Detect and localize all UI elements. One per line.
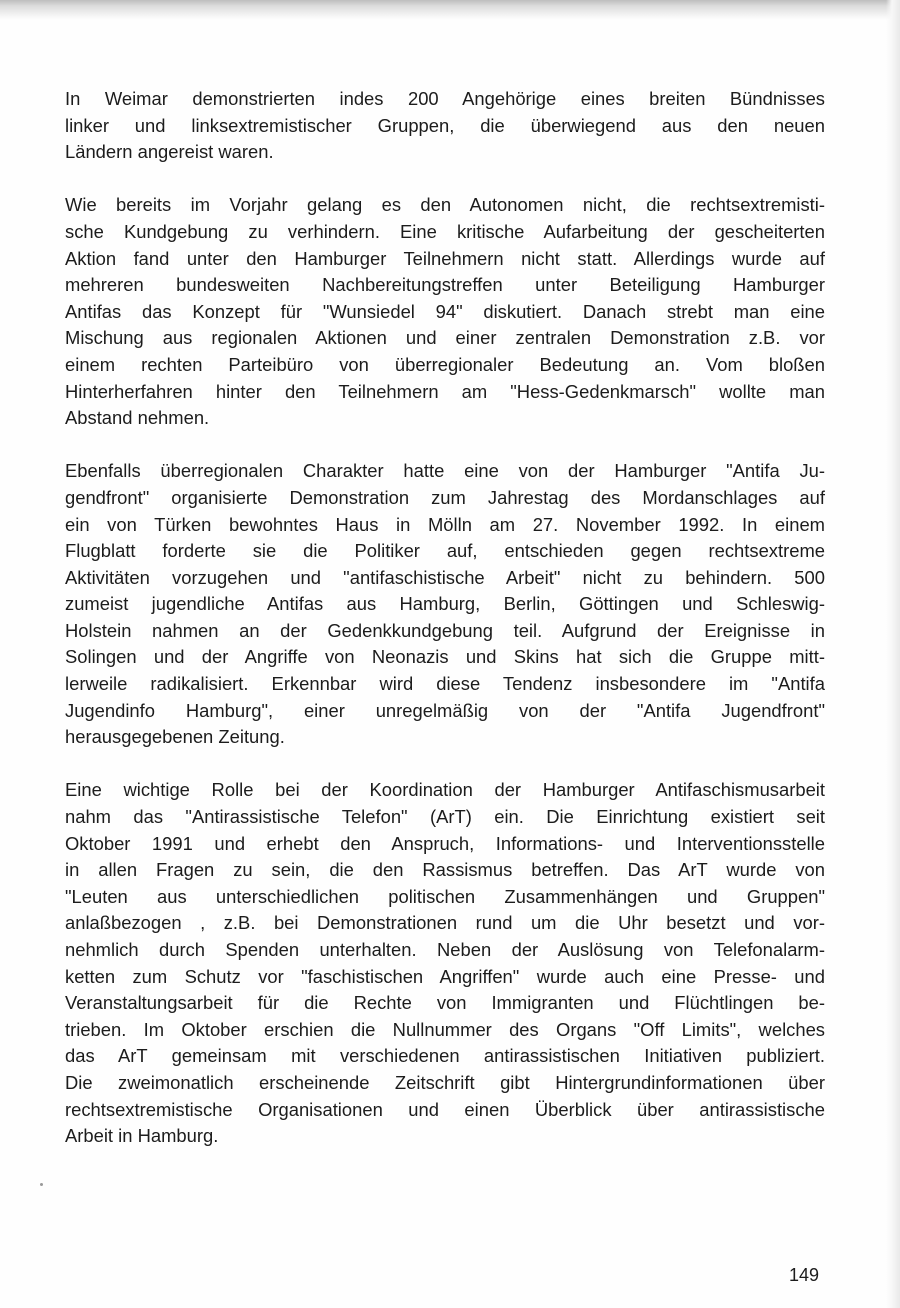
text-line: einem rechten Parteibüro von überregionaler Bedeutung an. Vom bloßen [65, 353, 825, 375]
paragraph-2 [65, 192, 825, 431]
paragraph-1 [65, 86, 825, 166]
text-line: Abstand nehmen. [65, 407, 210, 429]
text-line: Jugendinfo Hamburg", einer unregelmäßig von der "Antifa Jugendfront" [65, 699, 825, 721]
body-text [65, 86, 825, 1176]
text-line: Die zweimonatlich erscheinende Zeitschrift gibt Hintergrundinformationen über [65, 1071, 825, 1093]
scan-speck [40, 1183, 43, 1186]
text-line: Solingen und der Angriffe von Neonazis und Skins hat sich die Gruppe mitt- [65, 646, 825, 668]
text-line: nahm das "Antirassistische Telefon" (ArT) ein. Die Einrichtung existiert seit [65, 806, 825, 828]
text-line: das ArT gemeinsam mit verschiedenen antirassistischen Initiativen publiziert. [65, 1045, 825, 1067]
text-line: Holstein nahmen an der Gedenkkundgebung teil. Aufgrund der Ereignisse in [65, 619, 825, 641]
text-line: mehreren bundesweiten Nachbereitungstreffen unter Beteiligung Hamburger [65, 274, 825, 296]
text-line: Flugblatt forderte sie die Politiker auf, entschieden gegen rechtsextreme [65, 540, 825, 562]
paragraph-4 [65, 777, 825, 1149]
scan-shadow-top [0, 0, 900, 20]
text-line: lerweile radikalisiert. Erkennbar wird diese Tendenz insbesondere im "Antifa [65, 673, 825, 695]
text-line: ein von Türken bewohntes Haus in Mölln am 27. November 1992. In einem [65, 513, 825, 535]
text-line: nehmlich durch Spenden unterhalten. Neben der Auslösung von Telefonalarm- [65, 939, 825, 960]
text-line: sche Kundgebung zu verhindern. Eine kritische Aufarbeitung der gescheiterten [65, 220, 825, 242]
text-line: "Leuten aus unterschiedlichen politischen Zusammenhängen und Gruppen" [65, 885, 825, 907]
paragraph-3 [65, 458, 825, 751]
text-line: herausgegebenen Zeitung. [65, 726, 285, 748]
text-line: zumeist jugendliche Antifas aus Hamburg, Berlin, Göttingen und Schleswig- [65, 593, 825, 615]
text-line: Antifas das Konzept für "Wunsiedel 94" diskutiert. Danach strebt man eine [65, 300, 825, 322]
text-line: Eine wichtige Rolle bei der Koordination der Hamburger Antifaschismusarbeit [65, 779, 825, 801]
text-line: Arbeit in Hamburg. [65, 1125, 219, 1147]
text-line: Oktober 1991 und erhebt den Anspruch, Informations- und Interventionsstelle [65, 832, 825, 854]
scan-shadow-right [886, 0, 900, 1308]
text-line: in allen Fragen zu sein, die den Rassismus betreffen. Das ArT wurde von [65, 859, 825, 881]
text-line: Aktion fand unter den Hamburger Teilnehmern nicht statt. Allerdings wurde auf [65, 247, 825, 269]
text-line: Aktivitäten vorzugehen und "antifaschistische Arbeit" nicht zu behindern. 500 [65, 566, 825, 588]
page-number: 149 [789, 1265, 820, 1285]
text-line: anlaßbezogen , z.B. bei Demonstrationen rund um die Uhr besetzt und vor- [65, 912, 825, 934]
text-line: trieben. Im Oktober erschien die Nullnummer des Organs "Off Limits", welches [65, 1018, 825, 1040]
text-line: linker und linksextremistischer Gruppen, die überwiegend aus den neuen [65, 114, 825, 136]
text-line: Ebenfalls überregionalen Charakter hatte eine von der Hamburger "Antifa Ju- [65, 460, 825, 482]
text-line: Veranstaltungsarbeit für die Rechte von Immigranten und Flüchtlingen be- [65, 992, 825, 1014]
text-line: Hinterherfahren hinter den Teilnehmern am "Hess-Gedenkmarsch" wollte man [65, 380, 825, 402]
text-line: Wie bereits im Vorjahr gelang es den Autonomen nicht, die rechtsextremisti- [65, 194, 825, 216]
text-line: ketten zum Schutz vor "faschistischen Angriffen" wurde auch eine Presse- und [65, 965, 825, 987]
text-line: In Weimar demonstrierten indes 200 Angehörige eines breiten Bündnisses [65, 88, 825, 109]
text-line: rechtsextremistische Organisationen und einen Überblick über antirassistische [65, 1098, 825, 1120]
text-line: gendfront" organisierte Demonstration zum Jahrestag des Mordanschlages auf [65, 486, 825, 508]
text-line: Mischung aus regionalen Aktionen und einer zentralen Demonstration z.B. vor [65, 327, 825, 349]
text-line: Ländern angereist waren. [65, 141, 274, 163]
